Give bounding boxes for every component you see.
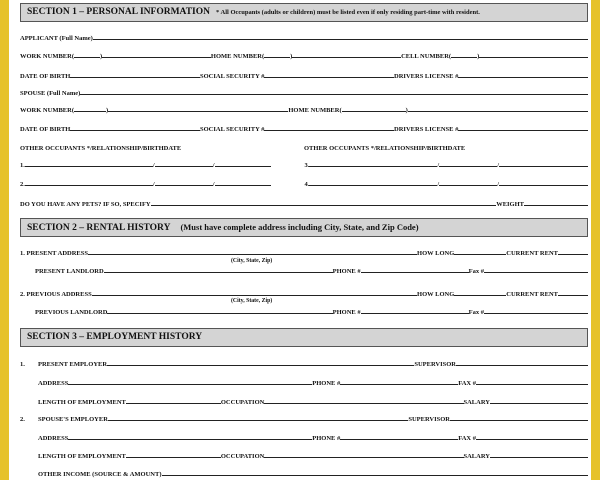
- present-address-row: [20, 245, 588, 257]
- present-length-label: LENGTH OF EMPLOYMENT: [38, 399, 126, 406]
- weight-field[interactable]: [524, 205, 588, 206]
- spouse-home-number-field[interactable]: [408, 111, 588, 112]
- spouse-employer-label: SPOUSE'S EMPLOYER: [38, 416, 108, 423]
- pets-label: DO YOU HAVE ANY PETS? IF SO, SPECIFY: [20, 201, 151, 208]
- spouse-ssn-label: SOCIAL SECURITY #: [199, 126, 265, 133]
- section-2-title: SECTION 2 – RENTAL HISTORY: [27, 223, 171, 233]
- present-salary-field[interactable]: [490, 403, 588, 404]
- present-landlord-phone-field[interactable]: [361, 272, 469, 273]
- spouse-length-label: LENGTH OF EMPLOYMENT: [38, 453, 126, 460]
- present-current-rent-label: CURRENT RENT: [506, 250, 558, 257]
- occupant-3-name-field[interactable]: [309, 166, 437, 167]
- spouse-employer-row: [20, 411, 588, 423]
- section-2-header: [20, 218, 588, 237]
- home-number-label: HOME NUMBER(: [210, 53, 265, 60]
- present-landlord-field[interactable]: [104, 272, 333, 273]
- spouse-label: SPOUSE (Full Name): [20, 90, 81, 97]
- previous-landlord-row: [35, 304, 588, 316]
- present-landlord-phone-label: PHONE #: [332, 268, 361, 275]
- slash: /: [212, 181, 215, 188]
- previous-landlord-phone-field[interactable]: [361, 313, 469, 314]
- previous-current-rent-field[interactable]: [558, 295, 588, 296]
- occupants-row-1: [20, 157, 588, 169]
- drivers-license-field[interactable]: [458, 77, 588, 78]
- drivers-license-label: DRIVERS LICENSE #: [394, 73, 459, 80]
- spouse-home-number-label: HOME NUMBER(: [288, 107, 342, 114]
- spouse-home-area-code-field[interactable]: [342, 111, 406, 112]
- present-salary-label: SALARY: [463, 399, 490, 406]
- present-employer-phone-label: PHONE #: [312, 380, 341, 387]
- slash: /: [152, 162, 155, 169]
- other-occupants-header-row: [20, 140, 588, 152]
- spouse-employer-phone-field[interactable]: [340, 439, 458, 440]
- slash: /: [497, 162, 499, 169]
- other-income-field[interactable]: [162, 475, 588, 476]
- previous-landlord-phone-label: PHONE #: [332, 309, 361, 316]
- spouse-employer-address-label: ADDRESS: [38, 435, 69, 442]
- other-income-row: [38, 466, 588, 478]
- occupant-2-birthdate-field[interactable]: [215, 185, 271, 186]
- spouse-salary-field[interactable]: [490, 457, 588, 458]
- present-landlord-row: [35, 263, 588, 275]
- section-1-header: [20, 3, 588, 22]
- present-length-field[interactable]: [126, 403, 221, 404]
- spouse-employer-address-row: [38, 430, 588, 442]
- work-number-label: WORK NUMBER(: [20, 53, 74, 60]
- weight-label: WEIGHT: [496, 201, 524, 208]
- spouse-salary-label: SALARY: [463, 453, 490, 460]
- other-occupants-label-right: OTHER OCCUPANTS */RELATIONSHIP/BIRTHDATE: [304, 145, 466, 152]
- spouse-drivers-license-label: DRIVERS LICENSE #: [394, 126, 459, 133]
- present-employer-label: PRESENT EMPLOYER: [38, 361, 108, 368]
- present-address-label: 1. PRESENT ADDRESS: [20, 250, 88, 257]
- spouse-employer-address-field[interactable]: [68, 439, 312, 440]
- section-1-note: * All Occupants (adults or children) must be listed even if only residing part-time with resident.: [216, 9, 480, 16]
- slash: /: [437, 181, 440, 188]
- slash: /: [437, 162, 440, 169]
- slash: /: [152, 181, 155, 188]
- previous-how-long-field[interactable]: [454, 295, 506, 296]
- spouse-employment-length-row: [38, 448, 588, 460]
- occupants-row-2: [20, 176, 588, 188]
- present-address-field[interactable]: [88, 254, 417, 255]
- previous-how-long-label: HOW LONG: [417, 291, 455, 298]
- present-employer-fax-label: FAX #: [458, 380, 476, 387]
- previous-landlord-fax-label: Fax #: [468, 309, 484, 316]
- previous-current-rent-label: CURRENT RENT: [506, 291, 558, 298]
- slash: /: [497, 181, 499, 188]
- other-income-label: OTHER INCOME (SOURCE & AMOUNT): [38, 471, 162, 478]
- present-occupation-field[interactable]: [264, 403, 463, 404]
- previous-address-label: 2. PREVIOUS ADDRESS: [20, 291, 92, 298]
- spouse-dob-field[interactable]: [70, 130, 200, 131]
- section-1-title: SECTION 1 – PERSONAL INFORMATION: [27, 7, 210, 17]
- present-supervisor-field[interactable]: [456, 365, 588, 366]
- section-3-title: SECTION 3 – EMPLOYMENT HISTORY: [27, 332, 203, 342]
- occupant-4-name-field[interactable]: [309, 185, 437, 186]
- occupant-4-relationship-field[interactable]: [439, 185, 497, 186]
- occupant-1-birthdate-field[interactable]: [215, 166, 271, 167]
- occupant-1-name-field[interactable]: [25, 166, 153, 167]
- spouse-supervisor-label: SUPERVISOR: [408, 416, 450, 423]
- present-employer-phone-field[interactable]: [340, 384, 458, 385]
- dob-label: DATE OF BIRTH: [20, 73, 71, 80]
- ssn-label: SOCIAL SECURITY #: [199, 73, 265, 80]
- spouse-work-number-field[interactable]: [108, 111, 288, 112]
- work-area-code-field[interactable]: [74, 57, 100, 58]
- occupant-3-number: 3.: [304, 162, 310, 169]
- spouse-occupation-field[interactable]: [264, 457, 463, 458]
- applicant-id-row: [20, 68, 588, 80]
- occupant-3-relationship-field[interactable]: [439, 166, 497, 167]
- paren: ): [405, 107, 408, 114]
- spouse-employer-fax-field[interactable]: [476, 439, 588, 440]
- present-employer-address-label: ADDRESS: [38, 380, 69, 387]
- section-2-note: (Must have complete address including City, State, and Zip Code): [180, 222, 419, 232]
- pets-row: [20, 196, 588, 208]
- other-occupants-label-left: OTHER OCCUPANTS */RELATIONSHIP/BIRTHDATE: [20, 145, 182, 152]
- applicant-field[interactable]: [93, 39, 588, 40]
- occupant-2-relationship-field[interactable]: [155, 185, 213, 186]
- paren: ): [290, 53, 293, 60]
- occupant-2-number: 2.: [20, 181, 25, 188]
- previous-landlord-fax-field[interactable]: [484, 313, 588, 314]
- spouse-employer-field[interactable]: [108, 420, 408, 421]
- spouse-supervisor-field[interactable]: [450, 420, 588, 421]
- spouse-field[interactable]: [80, 94, 588, 95]
- present-employment-length-row: [38, 394, 588, 406]
- employer-1-number: 1.: [20, 361, 25, 368]
- spouse-row: [20, 85, 588, 97]
- dob-field[interactable]: [70, 77, 200, 78]
- present-employer-fax-field[interactable]: [476, 384, 588, 385]
- spouse-phone-row: [20, 102, 588, 114]
- present-employer-field[interactable]: [107, 365, 414, 366]
- applicant-label: APPLICANT (Full Name): [20, 35, 93, 42]
- spouse-work-area-code-field[interactable]: [74, 111, 106, 112]
- spouse-drivers-license-field[interactable]: [458, 130, 588, 131]
- section-3-header: [20, 328, 588, 347]
- spouse-ssn-field[interactable]: [264, 130, 394, 131]
- rental-application-page: [9, 0, 591, 480]
- present-how-long-field[interactable]: [454, 254, 506, 255]
- present-occupation-label: OCCUPATION: [220, 399, 265, 406]
- previous-address-field[interactable]: [92, 295, 417, 296]
- occupant-1-relationship-field[interactable]: [155, 166, 213, 167]
- present-city-state-zip-hint: (City, State, Zip): [231, 258, 273, 264]
- present-landlord-fax-label: Fax #: [468, 268, 484, 275]
- previous-city-state-zip-hint: (City, State, Zip): [231, 298, 273, 304]
- occupant-2-name-field[interactable]: [25, 185, 153, 186]
- applicant-row: [20, 30, 588, 42]
- occupant-3-birthdate-field[interactable]: [499, 166, 588, 167]
- home-number-field[interactable]: [292, 57, 401, 58]
- ssn-field[interactable]: [264, 77, 394, 78]
- cell-area-code-field[interactable]: [451, 57, 477, 58]
- previous-address-row: [20, 286, 588, 298]
- occupant-4-number: 4.: [304, 181, 310, 188]
- home-area-code-field[interactable]: [264, 57, 290, 58]
- paren: ): [477, 53, 480, 60]
- present-supervisor-label: SUPERVISOR: [414, 361, 456, 368]
- paren: ): [105, 107, 109, 114]
- present-employer-address-field[interactable]: [68, 384, 312, 385]
- spouse-work-number-label: WORK NUMBER(: [20, 107, 74, 114]
- spouse-employer-phone-label: PHONE #: [312, 435, 341, 442]
- previous-landlord-label: PREVIOUS LANDLORD: [35, 309, 108, 316]
- present-employer-address-row: [38, 375, 588, 387]
- present-how-long-label: HOW LONG: [417, 250, 455, 257]
- occupant-1-number: 1.: [20, 162, 25, 169]
- cell-number-label: CELL NUMBER(: [401, 53, 452, 60]
- present-landlord-label: PRESENT LANDLORD: [35, 268, 104, 275]
- spouse-id-row: [20, 121, 588, 133]
- spouse-length-field[interactable]: [126, 457, 221, 458]
- present-current-rent-field[interactable]: [558, 254, 588, 255]
- cell-number-field[interactable]: [479, 57, 588, 58]
- slash: /: [212, 162, 215, 169]
- spouse-employer-fax-label: FAX #: [458, 435, 476, 442]
- work-number-field[interactable]: [102, 57, 211, 58]
- present-employer-row: [20, 356, 588, 368]
- previous-landlord-field[interactable]: [107, 313, 332, 314]
- applicant-phone-row: [20, 48, 588, 60]
- spouse-dob-label: DATE OF BIRTH: [20, 126, 71, 133]
- occupant-4-birthdate-field[interactable]: [499, 185, 588, 186]
- spouse-occupation-label: OCCUPATION: [220, 453, 265, 460]
- paren: ): [99, 53, 103, 60]
- employer-2-number: 2.: [20, 416, 25, 423]
- present-landlord-fax-field[interactable]: [484, 272, 588, 273]
- pets-field[interactable]: [151, 205, 497, 206]
